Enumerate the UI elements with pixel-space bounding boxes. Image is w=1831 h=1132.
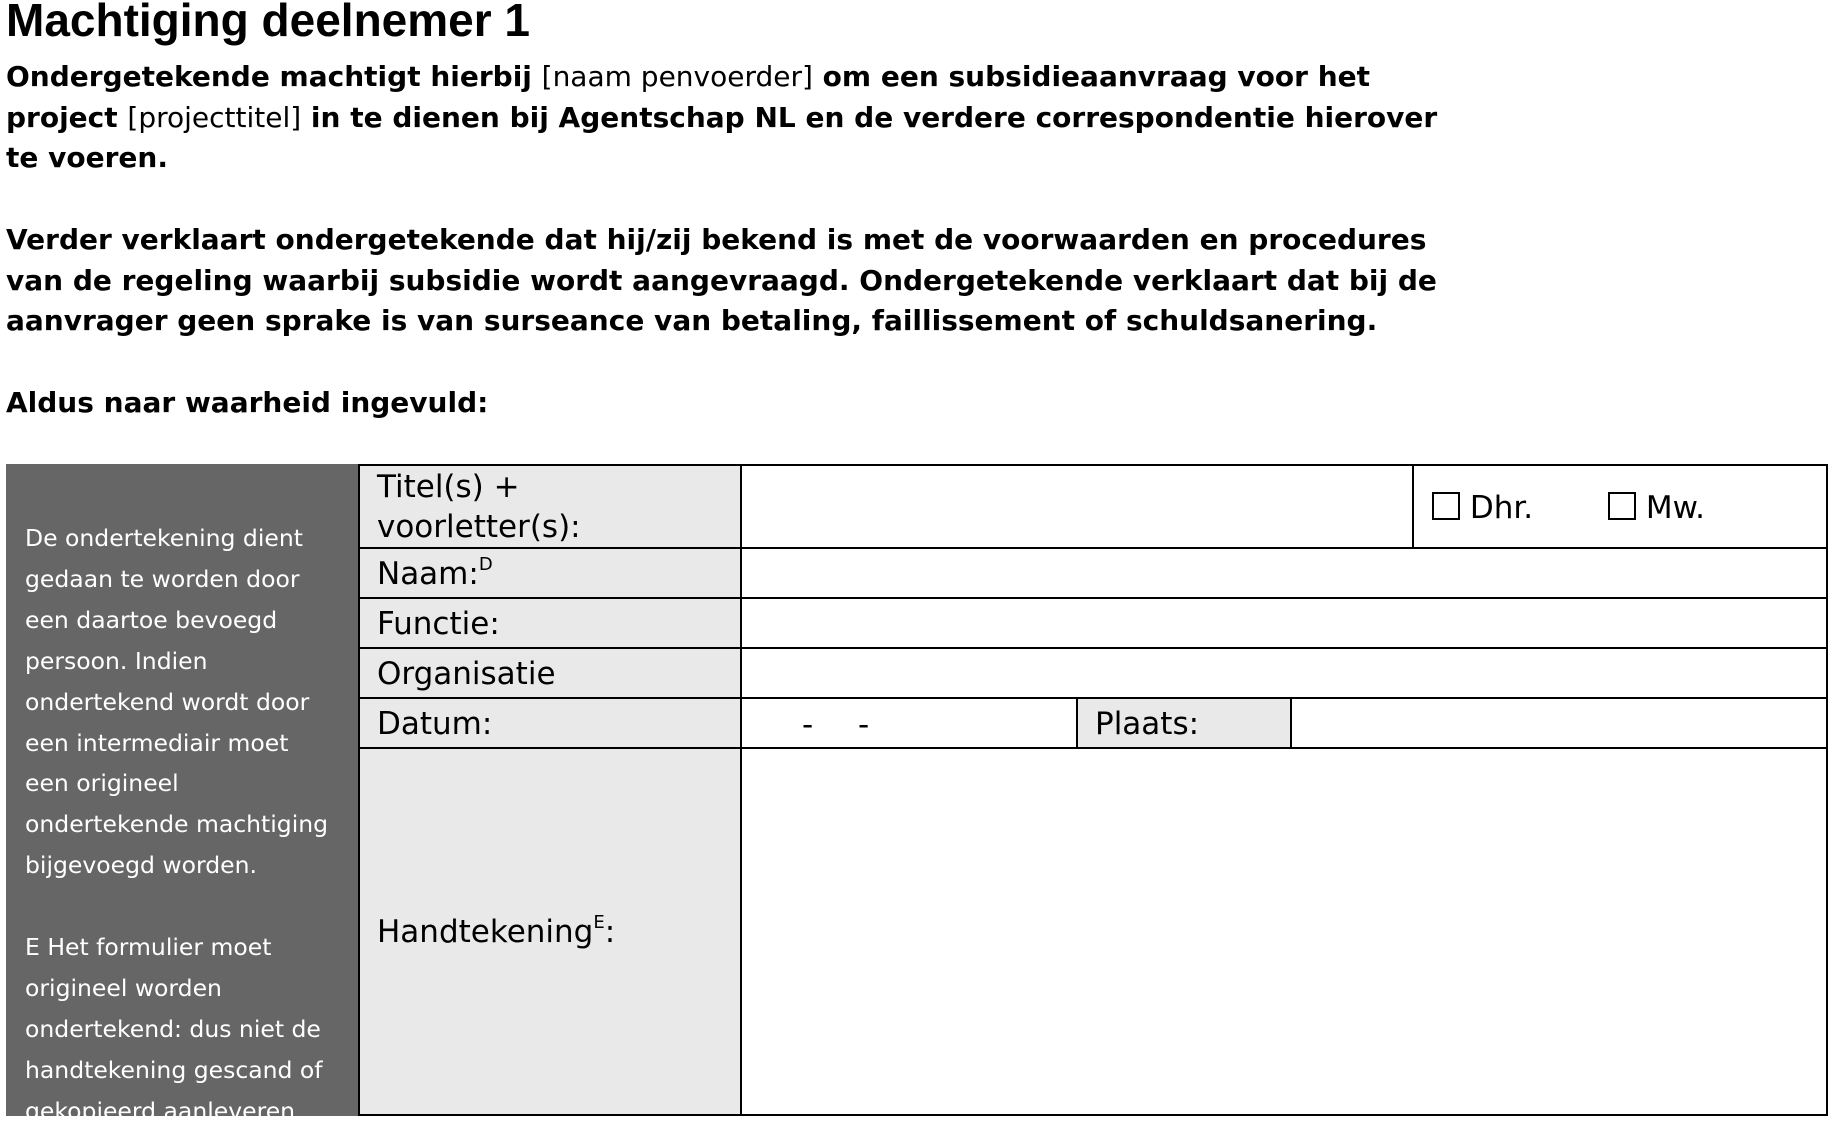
titles-field[interactable] (740, 464, 1414, 549)
placeholder-lead-applicant: [naam penvoerder] (541, 60, 813, 93)
date-label: Datum: (358, 697, 742, 749)
authorization-paragraph (6, 57, 1437, 179)
authorization-line-3: te voeren. (6, 141, 168, 174)
function-label: Functie: (358, 597, 742, 649)
sidebar-line: ondertekend: dus niet de (25, 1014, 321, 1043)
declaration-line-2: van de regeling waarbij subsidie wordt aangevraagd. Ondergetekende verklaart dat bij de (6, 263, 1437, 297)
signature-form (6, 464, 1828, 1125)
date-separator: - (858, 707, 870, 743)
option-mrs-label: Mw. (1645, 490, 1705, 526)
sidebar-line: een intermediair moet (25, 728, 289, 757)
sidebar-line: De ondertekening dient (25, 524, 303, 552)
sidebar-line: persoon. Indien (25, 646, 208, 675)
place-label: Plaats: (1076, 697, 1292, 749)
name-label: Naam:$^D$ (358, 547, 742, 599)
authorization-line-1: Ondergetekende machtigt hierbij [naam penvoerder] om een subsidieaanvraag voor het (6, 60, 1370, 93)
name-field[interactable] (740, 547, 1828, 599)
sidebar-line: ondertekend wordt door (25, 687, 310, 716)
sidebar-line: een daartoe bevoegd (25, 605, 278, 634)
sidebar-gap (25, 886, 348, 927)
titles-label: Titel(s) + voorletter(s): (358, 464, 742, 549)
place-field[interactable] (1290, 697, 1828, 749)
option-mrs[interactable] (1608, 490, 1705, 526)
placeholder-project-title: [projecttitel] (127, 100, 302, 134)
sidebar-line: bijgevoegd worden. (25, 851, 257, 880)
organisation-label: Organisatie (358, 647, 742, 699)
authorization-line-2: project [projecttitel] in te dienen bij Agentschap NL en de verdere correspondentie hierover (6, 100, 1438, 134)
instructions-sidebar (6, 464, 358, 1125)
sidebar-line: ondertekende machtiging (25, 810, 329, 839)
page-title: Machtiging deelnemer 1 (6, 0, 531, 46)
signature-field[interactable] (740, 747, 1828, 1116)
declaration-paragraph (6, 220, 1437, 342)
date-field[interactable] (740, 697, 1078, 749)
date-separator: - (802, 707, 814, 743)
option-mr-label: Dhr. (1469, 490, 1534, 526)
checkbox-mrs[interactable] (1608, 492, 1636, 520)
function-field[interactable] (740, 597, 1828, 649)
organisation-field[interactable] (740, 647, 1828, 699)
sidebar-line: gedaan te worden door (25, 564, 300, 593)
form-grid (358, 464, 1828, 1116)
sidebar-line: handtekening gescand of (25, 1055, 323, 1084)
checkbox-mr[interactable] (1432, 492, 1460, 520)
sidebar-line: E Het formulier moet (25, 933, 272, 962)
declaration-line-1: Verder verklaart ondergetekende dat hij/zij bekend is met de voorwaarden en procedures (6, 223, 1427, 256)
salutation-cell (1412, 464, 1828, 549)
sidebar-line: origineel worden (25, 973, 222, 1002)
sidebar-line: een origineel (25, 769, 179, 798)
declaration-line-3: aanvrager geen sprake is van surseance van betaling, faillissement of schuldsanering. (6, 304, 1378, 337)
signature-label: Handtekening$^E$: (358, 747, 742, 1116)
sidebar-line: gekopieerd aanleveren. (25, 1096, 303, 1125)
option-mr[interactable] (1432, 490, 1533, 526)
truthfully-filled-heading: Aldus naar waarheid ingevuld: (6, 386, 489, 419)
